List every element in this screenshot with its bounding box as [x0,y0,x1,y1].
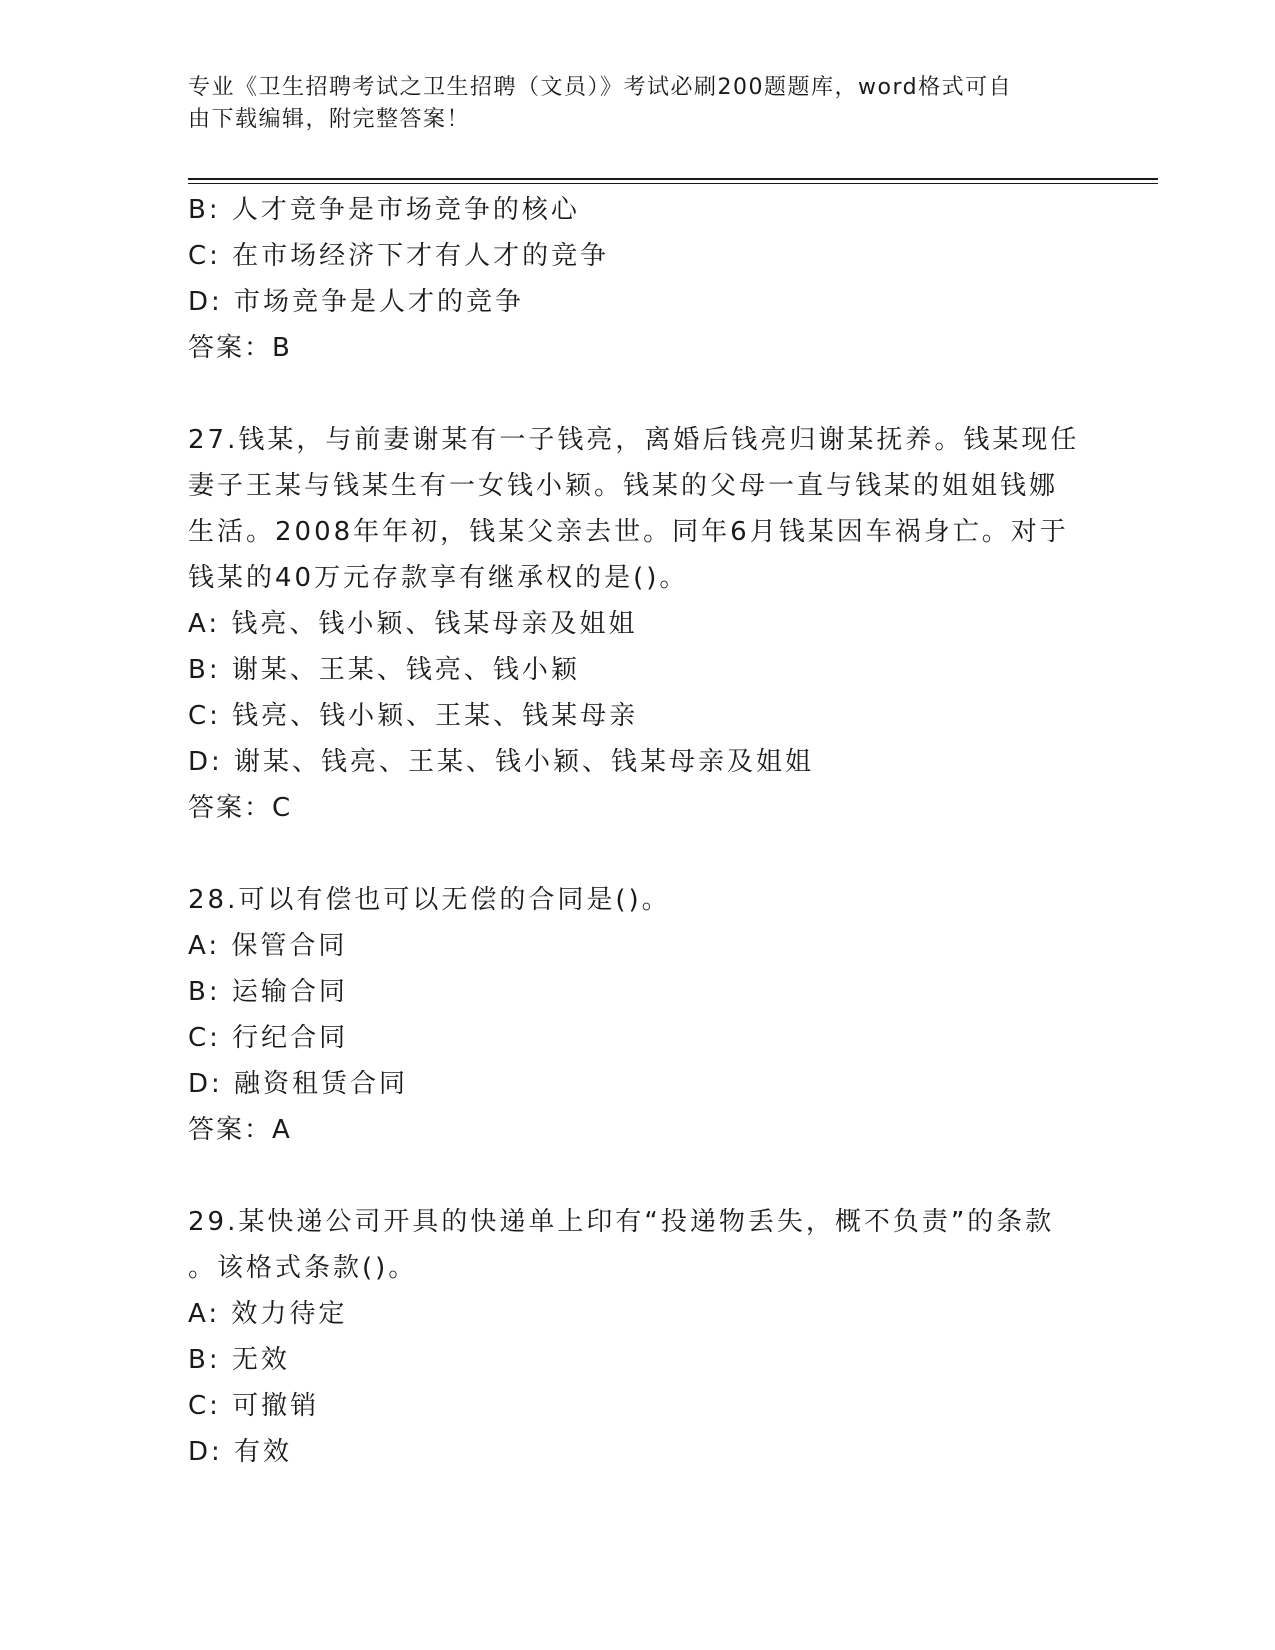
header-divider-thick [188,178,1158,180]
header-line-1: 专业《卫生招聘考试之卫生招聘（文员）》考试必刷200题题库，word格式可自 [188,75,1013,100]
spacer [188,831,1088,877]
option-c: C: 可撤销 [188,1391,320,1421]
question-27 [188,417,1088,831]
question-stem-line: 钱某的40万元存款享有继承权的是()。 [188,563,689,593]
option-a: A: 钱亮、钱小颖、钱某母亲及姐姐 [188,609,638,639]
option-b: B: 谢某、王某、钱亮、钱小颖 [188,655,580,685]
question-stem-line: 。该格式条款()。 [188,1253,418,1283]
question-29 [188,1199,1088,1475]
answer: 答案：B [188,333,292,363]
question-stem-line: 29.某快递公司开具的快递单上印有“投递物丢失，概不负责”的条款 [188,1207,1055,1237]
option-d: D: 市场竞争是人才的竞争 [188,287,525,317]
spacer [188,1153,1088,1199]
option-c: C: 在市场经济下才有人才的竞争 [188,241,610,271]
question-stem-line: 妻子王某与钱某生有一女钱小颖。钱某的父母一直与钱某的姐姐钱娜 [188,471,1059,501]
option-b: B: 运输合同 [188,977,348,1007]
spacer [188,371,1088,417]
option-a: A: 保管合同 [188,931,348,961]
document-header [188,72,1078,136]
question-26 [188,187,1088,371]
option-c: C: 钱亮、钱小颖、王某、钱某母亲 [188,701,639,731]
header-line-2: 由下载编辑，附完整答案！ [188,107,471,132]
option-b: B: 无效 [188,1345,290,1375]
question-content [188,187,1088,1475]
question-stem-line: 28.可以有偿也可以无偿的合同是()。 [188,885,671,915]
option-a: A: 效力待定 [188,1299,348,1329]
option-d: D: 谢某、钱亮、王某、钱小颖、钱某母亲及姐姐 [188,747,815,777]
header-divider-thin [188,183,1158,184]
option-d: D: 有效 [188,1437,293,1467]
question-stem-line: 27.钱某，与前妻谢某有一子钱亮，离婚后钱亮归谢某抚养。钱某现任 [188,425,1080,455]
answer: 答案：C [188,793,293,823]
option-b: B: 人才竞争是市场竞争的核心 [188,195,580,225]
option-c: C: 行纪合同 [188,1023,349,1053]
option-d: D: 融资租赁合同 [188,1069,409,1099]
answer: 答案：A [188,1115,292,1145]
question-28 [188,877,1088,1153]
question-stem-line: 生活。2008年年初，钱某父亲去世。同年6月钱某因车祸身亡。对于 [188,517,1069,547]
